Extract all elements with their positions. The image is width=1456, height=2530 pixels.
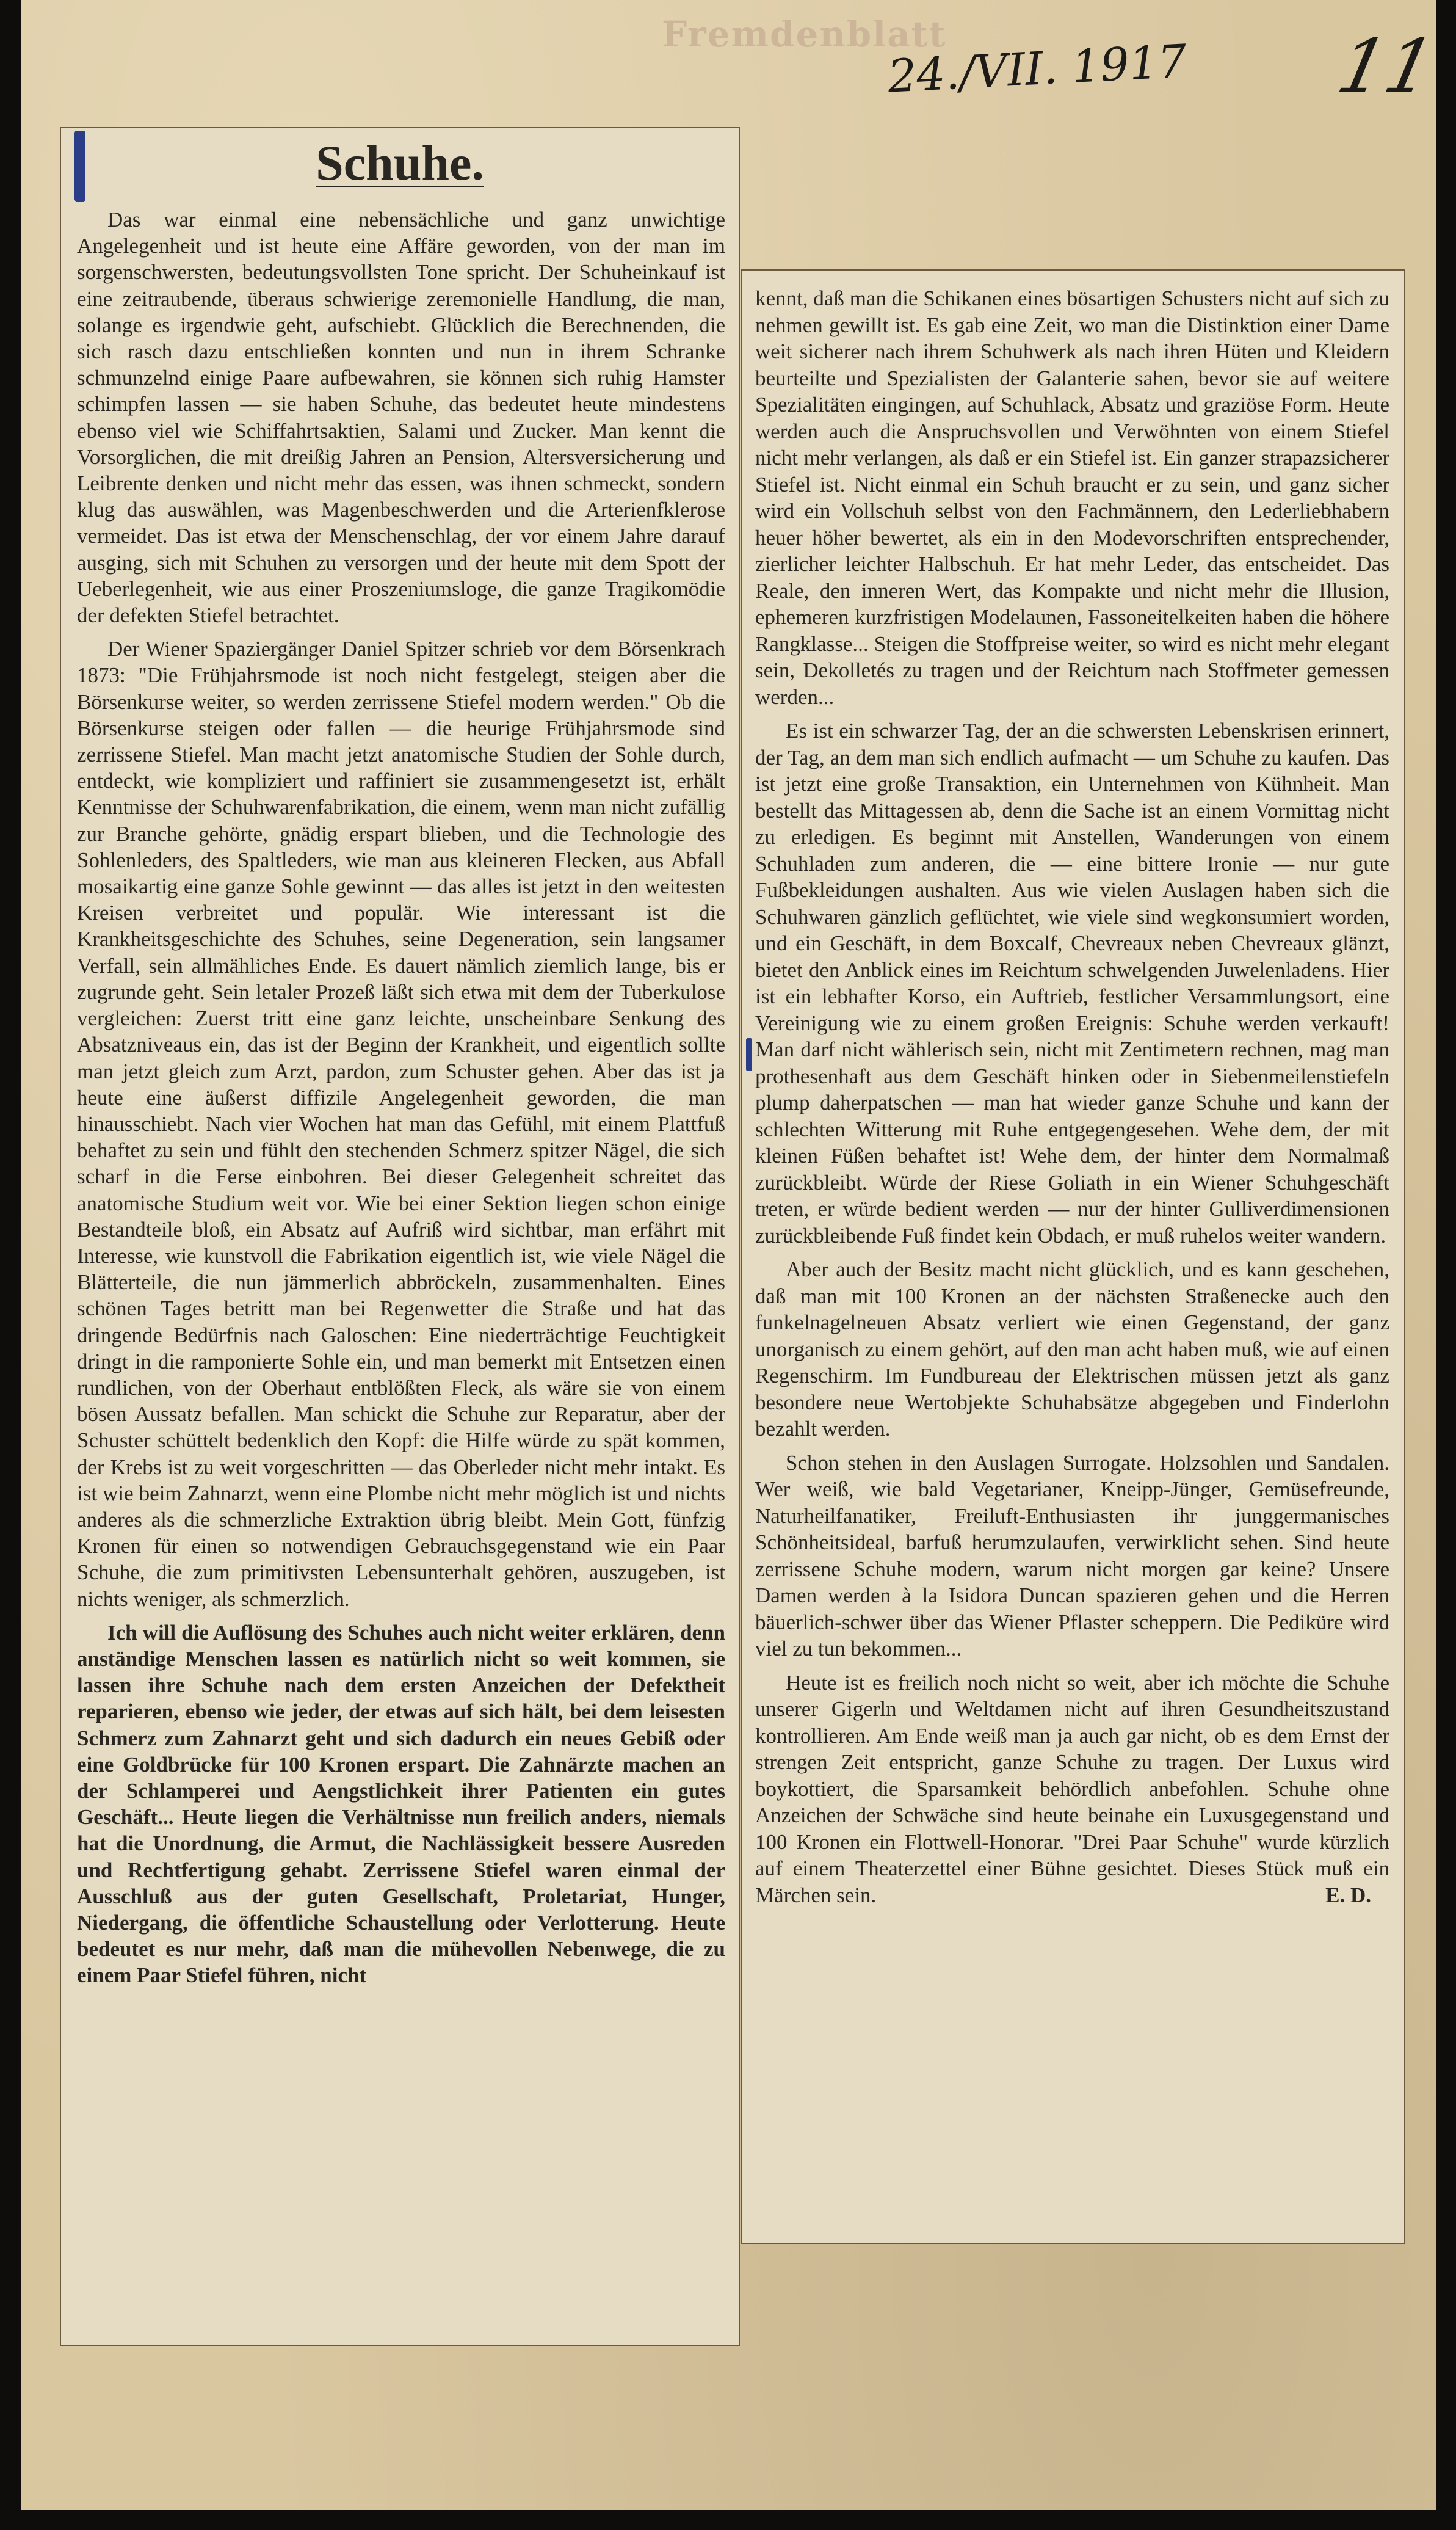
handwritten-date: 24./VII. 1917	[886, 35, 1188, 103]
blue-pencil-mark	[74, 131, 85, 202]
paragraph: kennt, daß man die Schikanen eines bösartigen Schusters nicht auf sich zu nehmen gewillt ist. Es gab eine Zeit, wo man die Distinktion einer Dame weit sicherer nach ihrem Schuhwerk als nach ihren Hüten und Kleidern beurteilte und Spezialisten der Galanterie sahen, bevor sie auf weitere Spezialitäten eingingen, auf Schuhlack, Absatz und graziöse Form. Heute werden auch die Anspruchsvollen und Verwöhnten von einem Stiefel nicht mehr verlangen, als daß er ein Stiefel ist. Ein ganzer strapazsicherer Stiefel ist. Nicht einmal ein Schuh braucht er zu sein, und ganz sicher wird ein Vollschuh selbst von den Fachmännern, den Lederliebhabern heuer höher bewertet, als ein in den Modevorschriften entsprechender, zierlicher leichter Halbschuh. Er hat mehr Leder, das entscheidet. Das Reale, den inneren Wert, das Kompakte und nicht mehr die Illusion, ephemeren kurzfristigen Modelaunen, Fassoneitelkeiten haben die höhere Rangklasse... Steigen die Stoffpreise weiter, so wird es nicht mehr elegant sein, Dekolletés zu tragen und der Reichtum nach Stoffmeter gemessen werden...	[755, 286, 1389, 709]
newspaper-stamp: Fremdenblatt	[662, 13, 947, 55]
article-title: Schuhe.	[316, 135, 484, 191]
right-column-body	[742, 271, 1404, 1908]
blue-pencil-mark	[746, 1038, 752, 1071]
paragraph: Ich will die Auflösung des Schuhes auch nicht weiter erklären, denn anständige Menschen lassen es natürlich nicht so weit kommen, sie lassen ihre Schuhe nach dem ersten Anzeichen der Defektheit reparieren, ebenso wie jeder, der etwas auf sich hält, bei dem leisesten Schmerz zum Zahnarzt geht und sich dadurch ein neues Gebiß oder eine Goldbrücke für 100 Kronen erspart. Die Zahnärzte machen an der Schlamperei und Aengstlichkeit ihrer Patienten ein gutes Geschäft... Heute liegen die Verhältnisse nun freilich anders, niemals hat die Unordnung, die Armut, die Nachlässigkeit bessere Ausreden und Rechtfertigung gehabt. Zerrissene Stiefel waren einmal der Ausschluß aus der guten Gesellschaft, Proletariat, Hunger, Niedergang, die öffentliche Schaustellung oder Verlotterung. Heute bedeutet es nur mehr, daß man die mühevollen Nebenwege, die zu einem Paar Stiefel führen, nicht	[77, 1620, 725, 1988]
paragraph: Das war einmal eine nebensächliche und ganz unwichtige Angelegenheit und ist heute eine Affäre geworden, von der man im sorgenschwersten, bedeutungsvollsten Tone spricht. Der Schuheinkauf ist eine zeitraubende, überaus schwierige zeremonielle Handlung, die man, solange es irgendwie geht, aufschiebt. Glücklich die Berechnenden, die sich rasch dazu entschließen konnten und nun in ihrem Schranke schmunzelnd einige Paare aufbewahren, sie können sich ruhig Hamster schimpfen lassen — sie haben Schuhe, das bedeutet heute mindestens ebenso viel wie Schiffahrtsaktien, Salami und Zucker. Man kennt die Vorsorglichen, die mit dreißig Jahren an Pension, Altersversicherung und Leibrente denken und nicht mehr das essen, was ihnen schmeckt, sondern klug das auswählen, was Magenbeschwerden und die Arterienfklerose vermeidet. Das ist etwa der Menschenschlag, der vor einem Jahre darauf ausging, sich mit Schuhen zu versorgen und der heute mit dem Spott der Ueberlegenheit, wie aus einer Proszeniumsloge, die ganze Tragikomödie der defekten Stiefel betrachtet.	[77, 208, 725, 628]
paragraph	[755, 1670, 1389, 1909]
paragraph: Der Wiener Spaziergänger Daniel Spitzer schrieb vor dem Börsenkrach 1873: "Die Frühjahrsmode ist noch nicht festgelegt, steigen aber die Börsenkurse weiter, so werden zerrissene Stiefel modern werden." Ob die Börsenkurse steigen oder fallen — die heurige Frühjahrsmode sind zerrissene Stiefel. Man macht jetzt anatomische Studien der Sohle durch, entdeckt, wie kompliziert und raffiniert sie zusammengesetzt ist, erhält Kenntnisse der Schuhwarenfabrikation, die einem, wenn man nicht zufällig zur Branche gehörte, gnädig erspart blieben, und die Technologie des Sohlenleders, des Spaltleders, wie man aus kleineren Flecken, aus Abfall mosaikartig eine ganze Sohle gewinnt — das alles ist jetzt in den weitesten Kreisen verbreitet und populär. Wie interessant ist die Krankheitsgeschichte des Schuhes, seine Degeneration, sein langsamer Verfall, sein allmähliches Ende. Es dauert nämlich ziemlich lange, bis er zugrunde geht. Sein letaler Prozeß läßt sich etwa mit dem der Tuberkulose vergleichen: Zuerst tritt eine ganz leichte, unscheinbare Senkung des Absatzniveaus ein, das ist der Beginn der Krankheit, und eigentlich sollte man jetzt gleich zum Arzt, pardon, zum Schuster gehen. Aber das ist ja heute eine äußerst diffizile Angelegenheit geworden, die man hinausschiebt. Nach vier Wochen hat man das Gefühl, mit einem Plattfuß behaftet zu sein und fühlt den stechenden Schmerz spitzer Nägel, die sich scharf in die Ferse einbohren. Bei dieser Gelegenheit schreitet das anatomische Studium weit vor. Wie bei einer Sektion liegen schon einige Bestandteile bloß, ein Absatz auf Aufriß wird sichtbar, man erfährt mit Interesse, wie kunstvoll die Fabrikation eigentlich ist, wie viele Nägel die Blätterteile, die nun jämmerlich abbröckeln, zusammenhalten. Eines schönen Tages betritt man bei Regenwetter die Straße und hat das dringende Bedürfnis nach Galoschen: Eine niederträchtige Feuchtigkeit dringt in die ramponierte Sohle ein, und man bemerkt mit Entsetzen einen rundlichen, von der Oberhaut entblößten Fleck, als wäre sie von einem bösen Aussatz befallen. Man schickt die Schuhe zur Reparatur, aber der Schuster schüttelt bedenklich den Kopf: die Hilfe würde zu spät kommen, der Krebs ist zu weit vorgeschritten — das Oberleder nicht mehr intakt. Es ist wie beim Zahnarzt, wenn eine Plombe nicht mehr möglich ist und nichts anderes als die schmerzliche Extraktion übrig bleibt. Mein Gott, fünfzig Kronen für einen so notwendigen Gebrauchsgegenstand wie ein Paar Schuhe, die zum primitivsten Lebensunterhalt gehören, auszugeben, ist nichts weniger, als schmerzlich.	[77, 637, 725, 1611]
paragraph: Schon stehen in den Auslagen Surrogate. Holzsohlen und Sandalen. Wer weiß, wie bald Vegetarianer, Kneipp-Jünger, Gemüsefreunde, Naturheilfanatiker, Freiluft-Enthusiasten ihr junggermanisches Schönheitsideal, barfuß herumzulaufen, verwirklicht sehen. Sind heute zerrissene Schuhe modern, warum nicht morgen gar keine? Unsere Damen werden à la Isidora Duncan spazieren gehen und die Herren bäuerlich-schwer über das Wiener Pflaster scheppern. Die Pediküre wird viel zu tun bekommen...	[755, 1450, 1389, 1660]
handwritten-number: 11	[1330, 24, 1442, 109]
clipping-left-column	[61, 128, 739, 2345]
clipping-right-column	[742, 271, 1404, 2243]
author-signature: E. D.	[1325, 1883, 1371, 1907]
paragraph: Aber auch der Besitz macht nicht glücklich, und es kann geschehen, daß man mit 100 Kronen an der nächsten Straßenecke auch den funkelnagelneuen Absatz verliert wie einen Gegenstand, der ganz unorganisch zu einem gehört, auf den man acht haben muß, wie auf einen Regenschirm. Im Fundbureau der Elektrischen müssen jetzt als ganz besondere neue Wertobjekte Schuhabsätze abgegeben und Finderlohn bezahlt werden.	[755, 1257, 1389, 1441]
paragraph: Es ist ein schwarzer Tag, der an die schwersten Lebenskrisen erinnert, der Tag, an dem man sich endlich aufmacht — um Schuhe zu kaufen. Das ist jetzt eine große Transaktion, ein Unternehmen von Kühnheit. Man bestellt das Mittagessen ab, denn die Sache ist an einem Vormittag nicht zu erledigen. Es beginnt mit Anstellen, Wanderungen von einem Schuhladen zum anderen, die — eine bittere Ironie — nur gute Fußbekleidungen aushalten. Aus wie vielen Auslagen haben sich die Schuhwaren gänzlich geflüchtet, wie viele sind wegkonsumiert worden, und ein Geschäft, in dem Boxcalf, Chevreaux neben Chevreaux glänzt, bietet den Anblick eines im Reichtum schwelgenden Juwelenladens. Hier ist ein lebhafter Korso, ein Auftrieb, festlicher Versammlungsort, eine Vereinigung wie zu einem großen Ereignis: Schuhe werden verkauft! Man darf nicht wählerisch sein, nicht mit Zentimetern rechnen, mag man prothesenhaft aus dem Geschäft hinken oder in Siebenmeilenstiefeln plump daherpatschen — man hat wieder ganze Schuhe und kann der schlechten Witterung mit Ruhe entgegengesehen. Wehe dem, der mit kleinen Füßen behaftet ist! Wehe dem, der hinter dem Normalmaß zurückbleibt. Würde der Riese Goliath in ein Wiener Schuhgeschäft treten, er würde bedient werden — nur der hinter Gulliverdimensionen zurückbleibende Fuß findet kein Obdach, er muß ruhelos weiter wandern.	[755, 719, 1389, 1248]
paragraph-text: Heute ist es freilich noch nicht so weit, aber ich möchte die Schuhe unserer Gigerln und Weltdamen nicht auf ihren Gesundheitszustand kontrollieren. Am Ende weiß man ja auch gar nicht, ob es dem Ernst der strengen Zeit entspricht, ganze Schuhe zu tragen. Der Luxus wird boykottiert, die Sparsamkeit behördlich anbefohlen. Schuhe ohne Anzeichen der Schwäche sind heute beinahe ein Luxusgegenstand und 100 Kronen ein Flottwell-Honorar. "Drei Paar Schuhe" wurde kürzlich auf einem Theaterzettel einer Bühne gesichtet. Dieses Stück muß ein Märchen sein.	[755, 1670, 1389, 1907]
left-column-body	[61, 206, 739, 1989]
